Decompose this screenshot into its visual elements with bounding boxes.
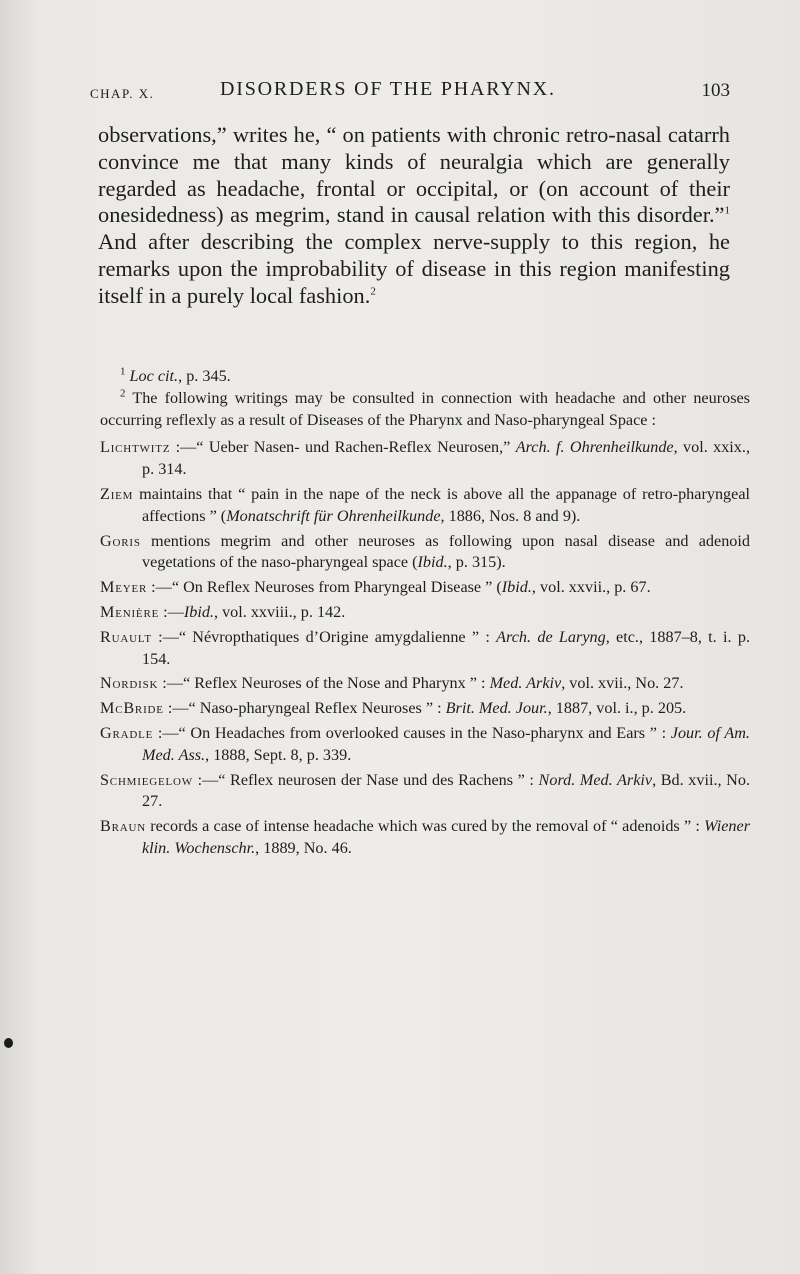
reference-details: , vol. xxviii., p. 142. [213,602,346,621]
reference-text: :—“ On Headaches from overlooked causes in the Naso-pharynx and Ears ” : [153,723,671,742]
reference-details: , 1889, No. 46. [255,838,352,857]
reference-entry [100,673,750,695]
reference-journal: Ibid. [183,602,214,621]
chapter-label: CHAP. X. [90,86,155,101]
reference-details: , 1886, Nos. 8 and 9). [440,506,581,525]
reference-author: Meyer [100,578,148,597]
reference-journal: Arch. f. Ohrenheilkunde [515,438,674,457]
reference-entry [100,437,750,481]
reference-author: Gradle [100,723,154,742]
reference-details: , 1887, vol. i., p. 205. [547,699,687,718]
reference-list [100,437,750,859]
reference-journal: Arch. de Laryng [496,627,606,646]
reference-author: Nordisk [100,674,159,693]
reference-entry [100,816,750,860]
reference-entry [100,770,750,814]
reference-details: , vol. xvii., No. 27. [561,674,684,693]
reference-text: :—“ Ueber Nasen- und Rachen-Reflex Neurosen,” [170,438,516,457]
reference-entry [100,723,750,767]
body-text-part-2: And after describing the complex nerve-supply to this region, he remarks upon the improbability of disease in this region manifesting itself in a purely local fashion. [98,229,730,308]
reference-author: Schmiegelow [100,770,193,789]
reference-text: :—“ Reflex Neuroses of the Nose and Pharynx ” : [158,674,490,693]
reference-author: Lichtwitz [100,438,171,457]
reference-entry [100,484,750,528]
body-paragraph [98,122,730,310]
reference-journal: Ibid. [417,553,448,572]
reference-text: :—“ Névropthatiques d’Origine amygdalienne ” : [151,627,497,646]
body-text [98,122,730,310]
reference-text: :—“ Naso-pharyngeal Reflex Neuroses ” : [163,699,446,718]
footnote-marker-2[interactable]: 2 [370,285,376,298]
running-header [90,78,730,108]
reference-entry [100,627,750,671]
reference-details: , Bd. xvii., No. 27. [142,770,750,811]
reference-journal: Nord. Med. Arkiv [538,770,653,789]
footnote-2 [100,388,750,432]
reference-entry [100,577,750,599]
reference-journal: Jour. of Am. Med. Ass. [142,723,750,764]
reference-entry [100,698,750,720]
reference-entry [100,602,750,624]
reference-journal: Monatschrift für Ohrenheilkunde [226,506,441,525]
reference-text: mentions megrim and other neuroses as following upon nasal disease and adenoid vegetations of the naso-pharyngeal space ( [140,531,750,572]
reference-text: :—“ On Reflex Neuroses from Pharyngeal Disease ” ( [147,578,502,597]
footnote-1 [100,366,750,388]
ink-blot [4,1038,13,1048]
reference-entry [100,531,750,575]
reference-details: , etc., 1887–8, t. i. p. 154. [142,627,750,668]
reference-details: , vol. xxvii., p. 67. [531,578,651,597]
reference-text: records a case of intense headache which was cured by the removal of “ adenoids ” : [145,817,705,836]
reference-details: , 1888, Sept. 8, p. 339. [205,745,352,764]
reference-author: Goris [100,531,141,550]
reference-text: :—“ Reflex neurosen der Nase und des Rachens ” : [192,770,539,789]
reference-details: , vol. xxix., p. 314. [142,438,750,479]
footnote-2-text: The following writings may be consulted in connection with headache and other neuroses occurring reflexly as a result of Diseases of the Pharynx and Naso-pharyngeal Space : [100,388,750,429]
body-text-part-1: observations,” writes he, “ on patients with chronic retro-nasal catarrh convince me that many kinds of neuralgia which are generally regarded as headache, frontal or occipital, or (on account of their onesidedness) as megrim, stand in causal relation with this disorder.” [98,122,730,228]
reference-author: Braun [100,817,146,836]
footnote-1-citation: Loc cit. [129,367,179,385]
footnote-number-2: 2 [120,387,126,400]
reference-author: Menière [100,602,160,621]
reference-text: maintains that “ pain in the nape of the neck is above all the appanage of retro-pharyngeal affections ” ( [133,484,750,525]
reference-author: Ziem [100,484,134,503]
reference-journal: Med. Arkiv [489,674,562,693]
footnote-marker-1[interactable]: 1 [724,204,730,217]
footnotes [100,366,750,863]
reference-author: McBride [100,699,164,718]
reference-journal: Brit. Med. Jour. [445,699,548,718]
footnote-1-page: , p. 345. [178,367,231,385]
page-number: 103 [701,80,730,101]
reference-author: Ruault [100,627,152,646]
reference-journal: Wiener klin. Wochenschr. [142,817,750,857]
reference-details: , p. 315). [447,553,506,572]
reference-journal: Ibid. [501,578,532,597]
running-title: DISORDERS OF THE PHARYNX. [220,78,556,100]
footnote-number-1: 1 [120,365,126,378]
reference-text: :— [159,602,184,621]
